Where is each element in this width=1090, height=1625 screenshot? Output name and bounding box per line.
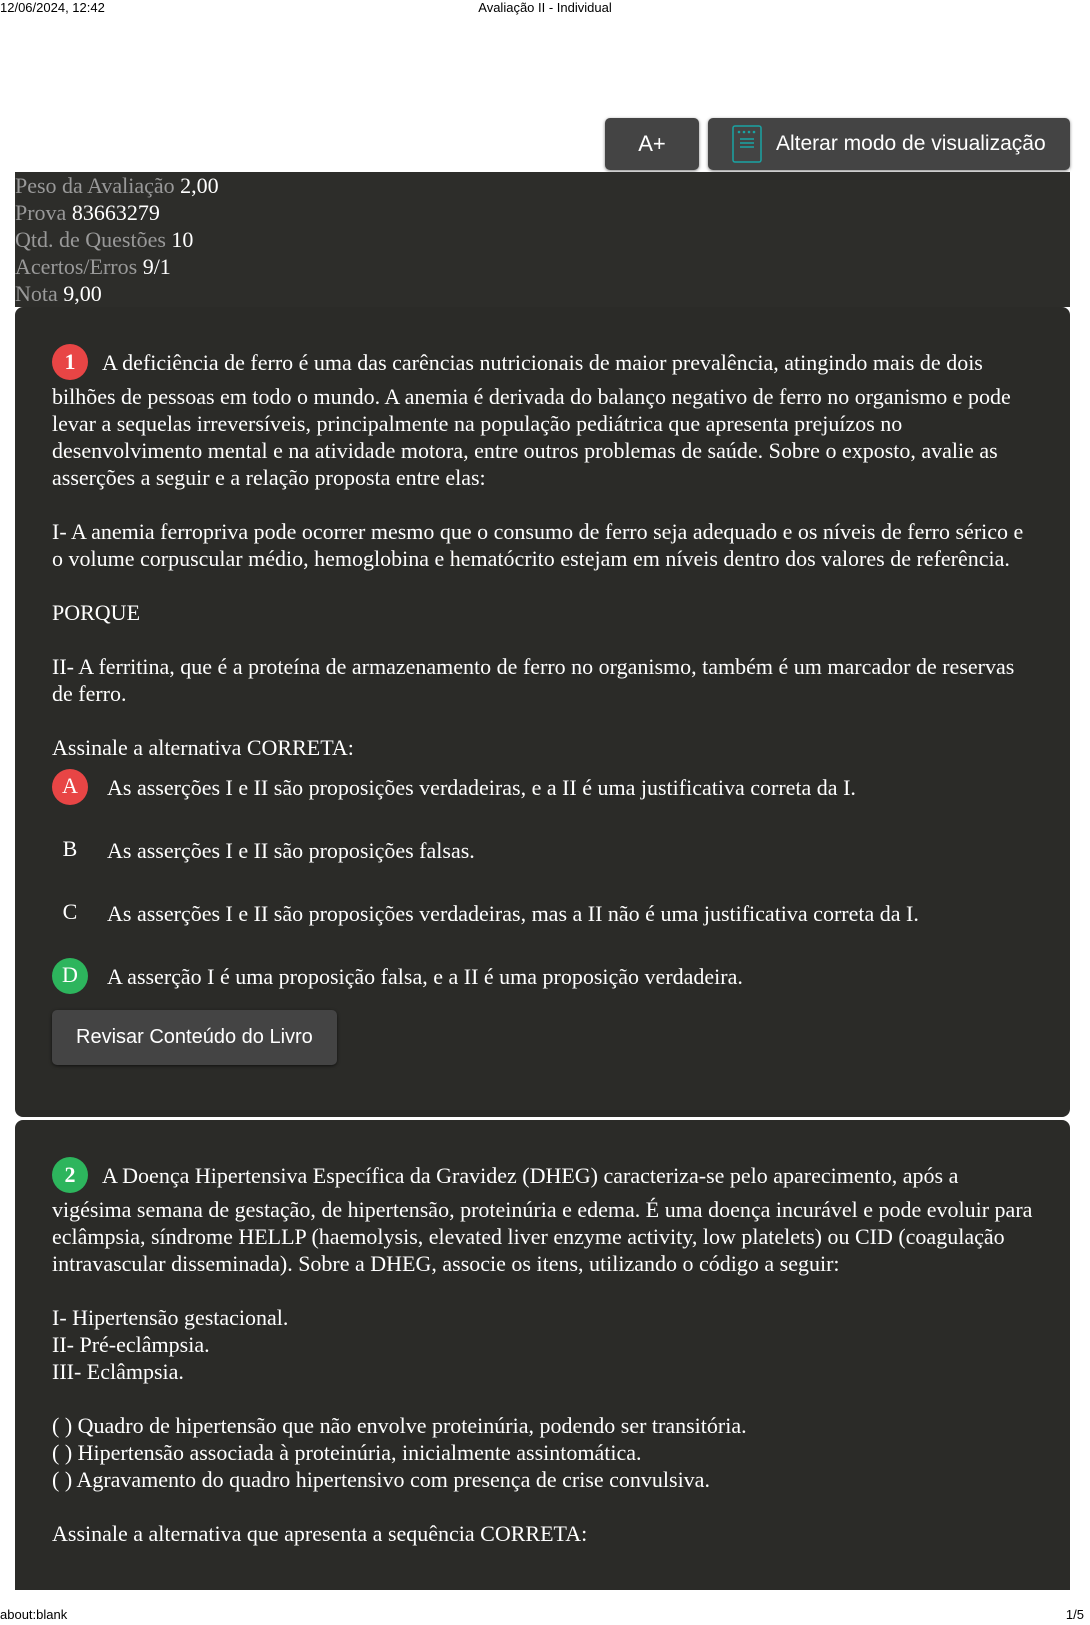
option-letter-correct: D xyxy=(52,958,88,994)
view-mode-label: Alterar modo de visualização xyxy=(776,132,1046,155)
print-page-number: 1/5 xyxy=(1065,1607,1084,1622)
items-list: I- Hipertensão gestacional. II- Pré-eclâmpsia. III- Eclâmpsia. xyxy=(52,1305,289,1384)
print-url: about:blank xyxy=(0,1607,68,1622)
option-a[interactable]: A As asserções I e II são proposições verdadeiras, e a II é uma justificativa correta da I. xyxy=(52,769,1033,805)
option-d[interactable]: D A asserção I é uma proposição falsa, e a II é uma proposição verdadeira. xyxy=(52,958,1033,994)
option-c[interactable]: C As asserções I e II são proposições verdadeiras, mas a II não é uma justificativa correta da I. xyxy=(52,895,1033,931)
question-prompt: Assinale a alternativa que apresenta a sequência CORRETA: xyxy=(52,1521,588,1546)
info-weight: Peso da Avaliação 2,00 xyxy=(15,173,219,198)
increase-font-button[interactable] xyxy=(605,118,699,170)
print-title: Avaliação II - Individual xyxy=(478,0,612,15)
option-b[interactable]: B As asserções I e II são proposições falsas. xyxy=(52,832,1033,868)
question-card-1 xyxy=(15,307,1070,1117)
option-letter: B xyxy=(62,836,78,861)
assessment-info xyxy=(15,172,1070,307)
document-icon xyxy=(732,125,762,163)
review-book-button[interactable]: Revisar Conteúdo do Livro xyxy=(52,1010,337,1065)
option-letter: C xyxy=(62,899,78,924)
info-exam: Prova 83663279 xyxy=(15,200,160,225)
info-question-count: Qtd. de Questões 10 xyxy=(15,227,194,252)
info-hits-misses: Acertos/Erros 9/1 xyxy=(15,254,171,279)
statements-list: ( ) Quadro de hipertensão que não envolve proteinúria, podendo ser transitória. ( ) Hipertensão associada à proteinúria, inicialmente assintomática. ( ) Agravamento do quadro hipertensivo com presença de crise convulsiva. xyxy=(52,1413,747,1492)
view-mode-button[interactable] xyxy=(708,118,1070,170)
porque-label: PORQUE xyxy=(52,600,141,625)
assertion-2: II- A ferritina, que é a proteína de armazenamento de ferro no organismo, também é um marcador de reservas de ferro. xyxy=(52,654,1015,706)
question-text: 1 A deficiência de ferro é uma das carências nutricionais de maior prevalência, atingindo mais de dois bilhões de pessoas em todo o mundo. A anemia é derivada do balanço negativo de ferro no organismo e pode levar a sequelas irreversíveis, principalmente na população pediátrica que apresenta prejuízos no desenvolvimento mental e na atividade motora, entre outros problemas de saúde. Sobre o exposto, avalie as asserções a seguir e a relação proposta entre elas: xyxy=(52,347,1033,491)
assertion-1: I- A anemia ferropriva pode ocorrer mesmo que o consumo de ferro seja adequado e os níveis de ferro sérico e o volume corpuscular médio, hemoglobina e hematócrito estejam em níveis dentro dos valores de referência. xyxy=(52,519,1024,571)
print-header xyxy=(0,0,1090,16)
question-card-2 xyxy=(15,1120,1070,1590)
info-grade: Nota 9,00 xyxy=(15,281,102,306)
question-number-badge: 1 xyxy=(52,344,88,380)
font-button-label: A+ xyxy=(638,131,666,156)
question-number-badge: 2 xyxy=(52,1157,88,1193)
question-prompt: Assinale a alternativa CORRETA: xyxy=(52,735,354,760)
question-text: 2 A Doença Hipertensiva Específica da Gravidez (DHEG) caracteriza-se pelo aparecimento, após a vigésima semana de gestação, de hipertensão, proteinúria e edema. É uma doença incurável e pode evoluir para eclâmpsia, síndrome HELLP (haemolysis, elevated liver enzyme activity, low platelets) ou CID (coagulação intravascular disseminada). Sobre a DHEG, associe os itens, utilizando o código a seguir: xyxy=(52,1160,1033,1277)
print-datetime: 12/06/2024, 12:42 xyxy=(0,0,105,15)
option-letter-wrong: A xyxy=(52,769,88,805)
